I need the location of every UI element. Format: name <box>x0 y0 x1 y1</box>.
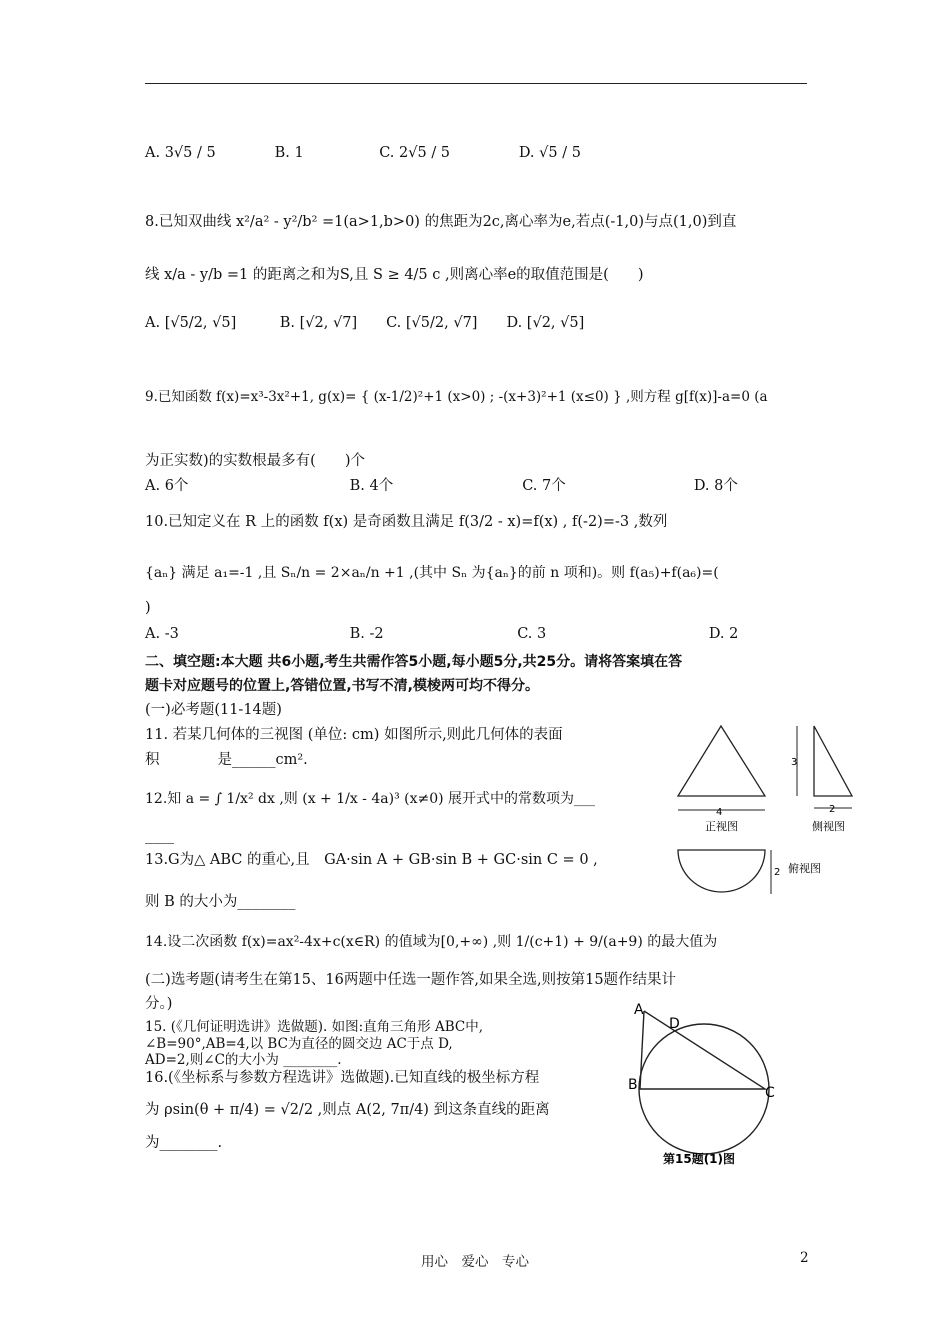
q13-line2: 则 B 的大小为________ <box>145 894 296 910</box>
right-triangle-abc <box>640 1011 765 1089</box>
label-b: B <box>628 1077 638 1093</box>
dim-side-height: 3 <box>791 757 798 768</box>
q16-line2: 为 ρsin(θ + π/4) = √2/2 ,则点 A(2, 7π/4) 到这条直线的距离 <box>145 1102 550 1118</box>
q9-line2: 为正实数)的实数根最多有( )个 <box>145 453 365 469</box>
q10-options-row <box>145 624 738 644</box>
label-c: C <box>765 1085 775 1101</box>
q9-options-row <box>145 476 738 496</box>
q15-line1: 15. (《几何证明选讲》选做题). 如图:直角三角形 ABC中, <box>145 1019 484 1035</box>
three-view-figure <box>670 718 870 908</box>
section2-heading-line1: 二、填空题:本大题 共6小题,考生共需作答5小题,每小题5分,共25分。请将答案填在答 <box>145 654 683 670</box>
q9-option-a: A. 6个 <box>145 478 189 494</box>
q8-line1: 8.已知双曲线 x²/a² - y²/b² =1(a>1,b>0) 的焦距为2c,离心率为e,若点(-1,0)与点(1,0)到直 <box>145 214 737 230</box>
q15-figure-caption: 第15题(1)图 <box>663 1152 736 1166</box>
side-view-triangle <box>814 726 852 796</box>
q7-option-b: B. 1 <box>274 145 304 161</box>
q10-option-c: C. 3 <box>517 626 547 642</box>
q12-line2: ____ <box>145 828 174 844</box>
q12-line1: 12.知 a = ∫ 1/x² dx ,则 (x + 1/x - 4a)³ (x≠0) 展开式中的常数项为___ <box>145 791 596 807</box>
q10-line2: {aₙ} 满足 a₁=-1 ,且 Sₙ/n = 2×aₙ/n +1 ,(其中 Sₙ 为{aₙ}的前 n 项和)。则 f(a₅)+f(a₆)=( <box>145 565 719 581</box>
q16-line1: 16.(《坐标系与参数方程选讲》选做题).已知直线的极坐标方程 <box>145 1070 540 1086</box>
section2-heading-line2: 题卡对应题号的位置上,答错位置,书写不清,模棱两可均不得分。 <box>145 678 539 694</box>
side-view-label: 侧视图 <box>812 820 845 833</box>
q10-option-b: B. -2 <box>349 626 384 642</box>
q10-line3: ) <box>145 600 151 616</box>
q10-option-d: D. 2 <box>708 626 739 642</box>
top-view-semicircle <box>678 850 765 892</box>
optional-line1: (二)选考题(请考生在第15、16两题中任选一题作答,如果全选,则按第15题作结果计 <box>145 972 677 988</box>
q16-line3: 为________. <box>145 1135 223 1151</box>
label-d: D <box>669 1016 680 1032</box>
q8-line2: 线 x/a - y/b =1 的距离之和为S,且 S ≥ 4/5 c ,则离心率e的取值范围是( ) <box>145 267 644 283</box>
page-footer: 用心 爱心 专心 <box>421 1254 529 1270</box>
q14-line1: 14.设二次函数 f(x)=ax²-4x+c(x∈R) 的值域为[0,+∞) ,则 1/(c+1) + 9/(a+9) 的最大值为 <box>145 934 718 950</box>
q10-line1: 10.已知定义在 R 上的函数 f(x) 是奇函数且满足 f(3/2 - x)=f(x) , f(-2)=-3 ,数列 <box>145 514 668 530</box>
q7-options-row <box>145 143 581 163</box>
top-view-label: 俯视图 <box>788 862 821 875</box>
page-number: 2 <box>800 1250 809 1266</box>
q10-option-a: A. -3 <box>145 626 179 642</box>
q11-line2: 积 是______cm². <box>145 752 308 768</box>
q7-option-a: A. 3√5 / 5 <box>145 145 216 161</box>
q9-option-c: C. 7个 <box>522 478 566 494</box>
q9-line1: 9.已知函数 f(x)=x³-3x²+1, g(x)= { (x-1/2)²+1 (x>0) ; -(x+3)²+1 (x≤0) } ,则方程 g[f(x)]-a=0 (a <box>145 389 768 405</box>
dim-top-depth: 2 <box>774 867 781 878</box>
dim-side-width: 2 <box>829 804 836 815</box>
optional-line2: 分。) <box>145 996 173 1012</box>
header-rule <box>145 83 807 84</box>
q15-geometry-figure <box>625 1000 785 1172</box>
q7-option-c: C. 2√5 / 5 <box>379 145 451 161</box>
section2-required: (一)必考题(11-14题) <box>145 702 282 718</box>
front-view-label: 正视图 <box>705 820 738 833</box>
label-a: A <box>634 1002 644 1018</box>
dim-front-width: 4 <box>716 807 723 818</box>
q13-line1: 13.G为△ ABC 的重心,且 GA·sin A + GB·sin B + GC·sin C = 0 , <box>145 852 598 868</box>
q11-line1: 11. 若某几何体的三视图 (单位: cm) 如图所示,则此几何体的表面 <box>145 727 563 743</box>
q9-option-d: D. 8个 <box>693 478 738 494</box>
q7-option-d: D. √5 / 5 <box>518 145 581 161</box>
q8-options: A. [√5/2, √5] B. [√2, √7] C. [√5/2, √7] D. [√2, √5] <box>145 315 585 331</box>
q9-option-b: B. 4个 <box>349 478 394 494</box>
q15-line3: AD=2,则∠C的大小为 ________. <box>145 1052 342 1068</box>
front-view-triangle <box>678 726 765 796</box>
q15-line2: ∠B=90°,AB=4,以 BC为直径的圆交边 AC于点 D, <box>145 1036 453 1052</box>
